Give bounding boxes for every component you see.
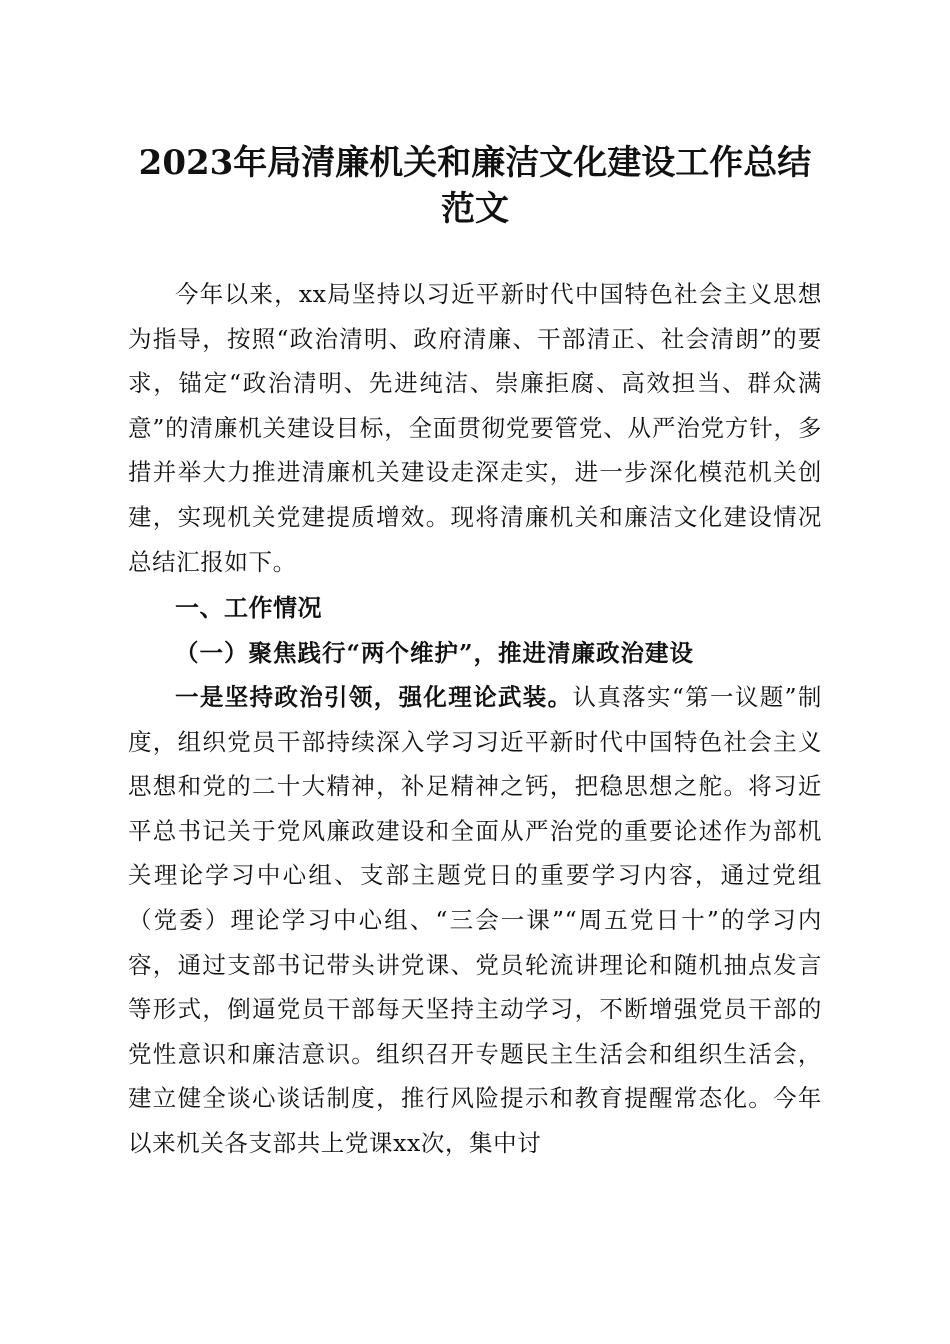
intro-paragraph: 今年以来，xx局坚持以习近平新时代中国特色社会主义思想为指导，按照“政治清明、政府清廉、干部清正、社会清朗”的要求，锚定“政治清明、先进纯洁、崇廉拒腐、高效担当、群众满意”的清廉机关建设目标，全面贯彻党要管党、从严治党方针，多措并举大力推进清廉机关建设走深走实，进一步深化模范机关创建，实现机关党建提质增效。现将清廉机关和廉洁文化建设情况总结汇报如下。 [128, 280, 822, 576]
body-paragraph [128, 675, 822, 1166]
subsection-heading: （一）聚焦践行“两个维护”，推进清廉政治建设 [175, 639, 695, 667]
body-paragraph-lead: 一是坚持政治引领，强化理论武装。 [175, 683, 573, 711]
body-paragraph-text: 认真落实“第一议题”制度，组织党员干部持续深入学习习近平新时代中国特色社会主义思想和党的二十大精神，补足精神之钙，把稳思想之舵。将习近平总书记关于党风廉政建设和全面从严治党的重要论述作为部机关理论学习中心组、支部主题党日的重要学习内容，通过党组（党委）理论学习中心组、“三会一课”“周五党日十”的学习内容，通过支部书记带头讲党课、党员轮流讲理论和随机抽点发言等形式，倒逼党员干部每天坚持主动学习，不断增强党员干部的党性意识和廉洁意识。组织召开专题民主生活会和组织生活会，建立健全谈心谈话制度，推行风险提示和教育提醒常态化。今年以来机关各支部共上党课xx次，集中讨 [128, 683, 822, 1157]
document-title-line-2: 范文 [441, 189, 509, 229]
section-heading: 一、工作情况 [175, 593, 322, 622]
document-title-line-1: 2023年局清廉机关和廉洁文化建设工作总结 [138, 143, 812, 183]
